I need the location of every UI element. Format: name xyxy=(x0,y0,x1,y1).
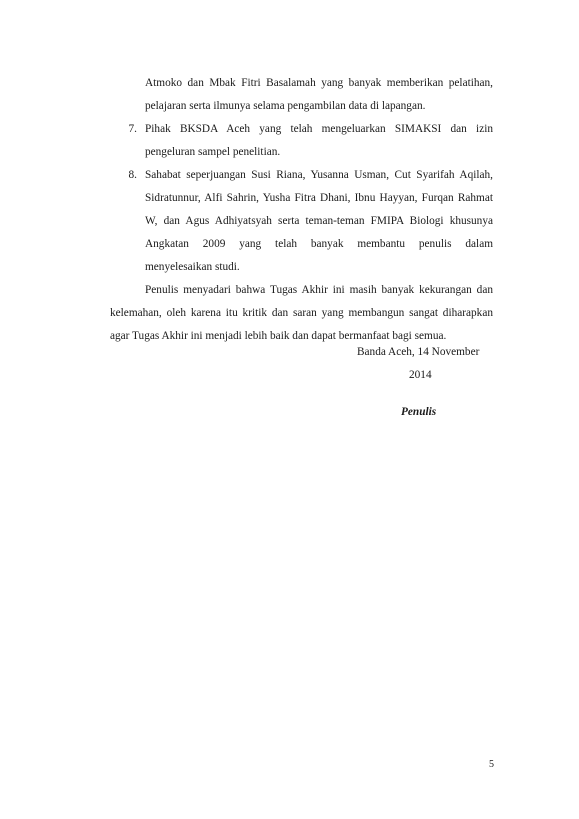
list-item-8-line-4: Angkatan 2009 yang telah banyak membantu penulis dalam xyxy=(145,238,493,250)
list-item-8-line-1: Sahabat seperjuangan Susi Riana, Yusanna Usman, Cut Syarifah Aqilah, xyxy=(145,169,493,181)
continuation-line-1: Atmoko dan Mbak Fitri Basalamah yang banyak memberikan pelatihan, xyxy=(145,77,493,89)
list-item-7-line-1: Pihak BKSDA Aceh yang telah mengeluarkan SIMAKSI dan izin xyxy=(145,123,493,135)
closing-paragraph-line-1: Penulis menyadari bahwa Tugas Akhir ini masih banyak kekurangan dan xyxy=(145,284,493,296)
signer-name: Penulis xyxy=(401,406,437,418)
continuation-line-2: pelajaran serta ilmunya selama pengambilan data di lapangan. xyxy=(145,100,426,112)
page-number: 5 xyxy=(489,759,494,770)
place-date-line-1: Banda Aceh, 14 November xyxy=(357,346,480,358)
list-item-7-line-2: pengeluran sampel penelitian. xyxy=(145,146,281,158)
list-item-8-line-2: Sidratunnur, Alfi Sahrin, Yusha Fitra Dhani, Ibnu Hayyan, Furqan Rahmat xyxy=(145,192,493,204)
closing-paragraph-line-3: agar Tugas Akhir ini menjadi lebih baik dan dapat bermanfaat bagi semua. xyxy=(110,330,447,342)
place-date-line-2: 2014 xyxy=(409,369,432,381)
closing-paragraph-line-2: kelemahan, oleh karena itu kritik dan saran yang membangun sangat diharapkan xyxy=(110,307,493,319)
list-item-number-7: 7. xyxy=(128,123,137,135)
list-item-number-8: 8. xyxy=(128,169,137,181)
list-item-8-line-5: menyelesaikan studi. xyxy=(145,261,240,273)
list-item-8-line-3: W, dan Agus Adhiyatsyah serta teman-teman FMIPA Biologi khusunya xyxy=(145,215,493,227)
